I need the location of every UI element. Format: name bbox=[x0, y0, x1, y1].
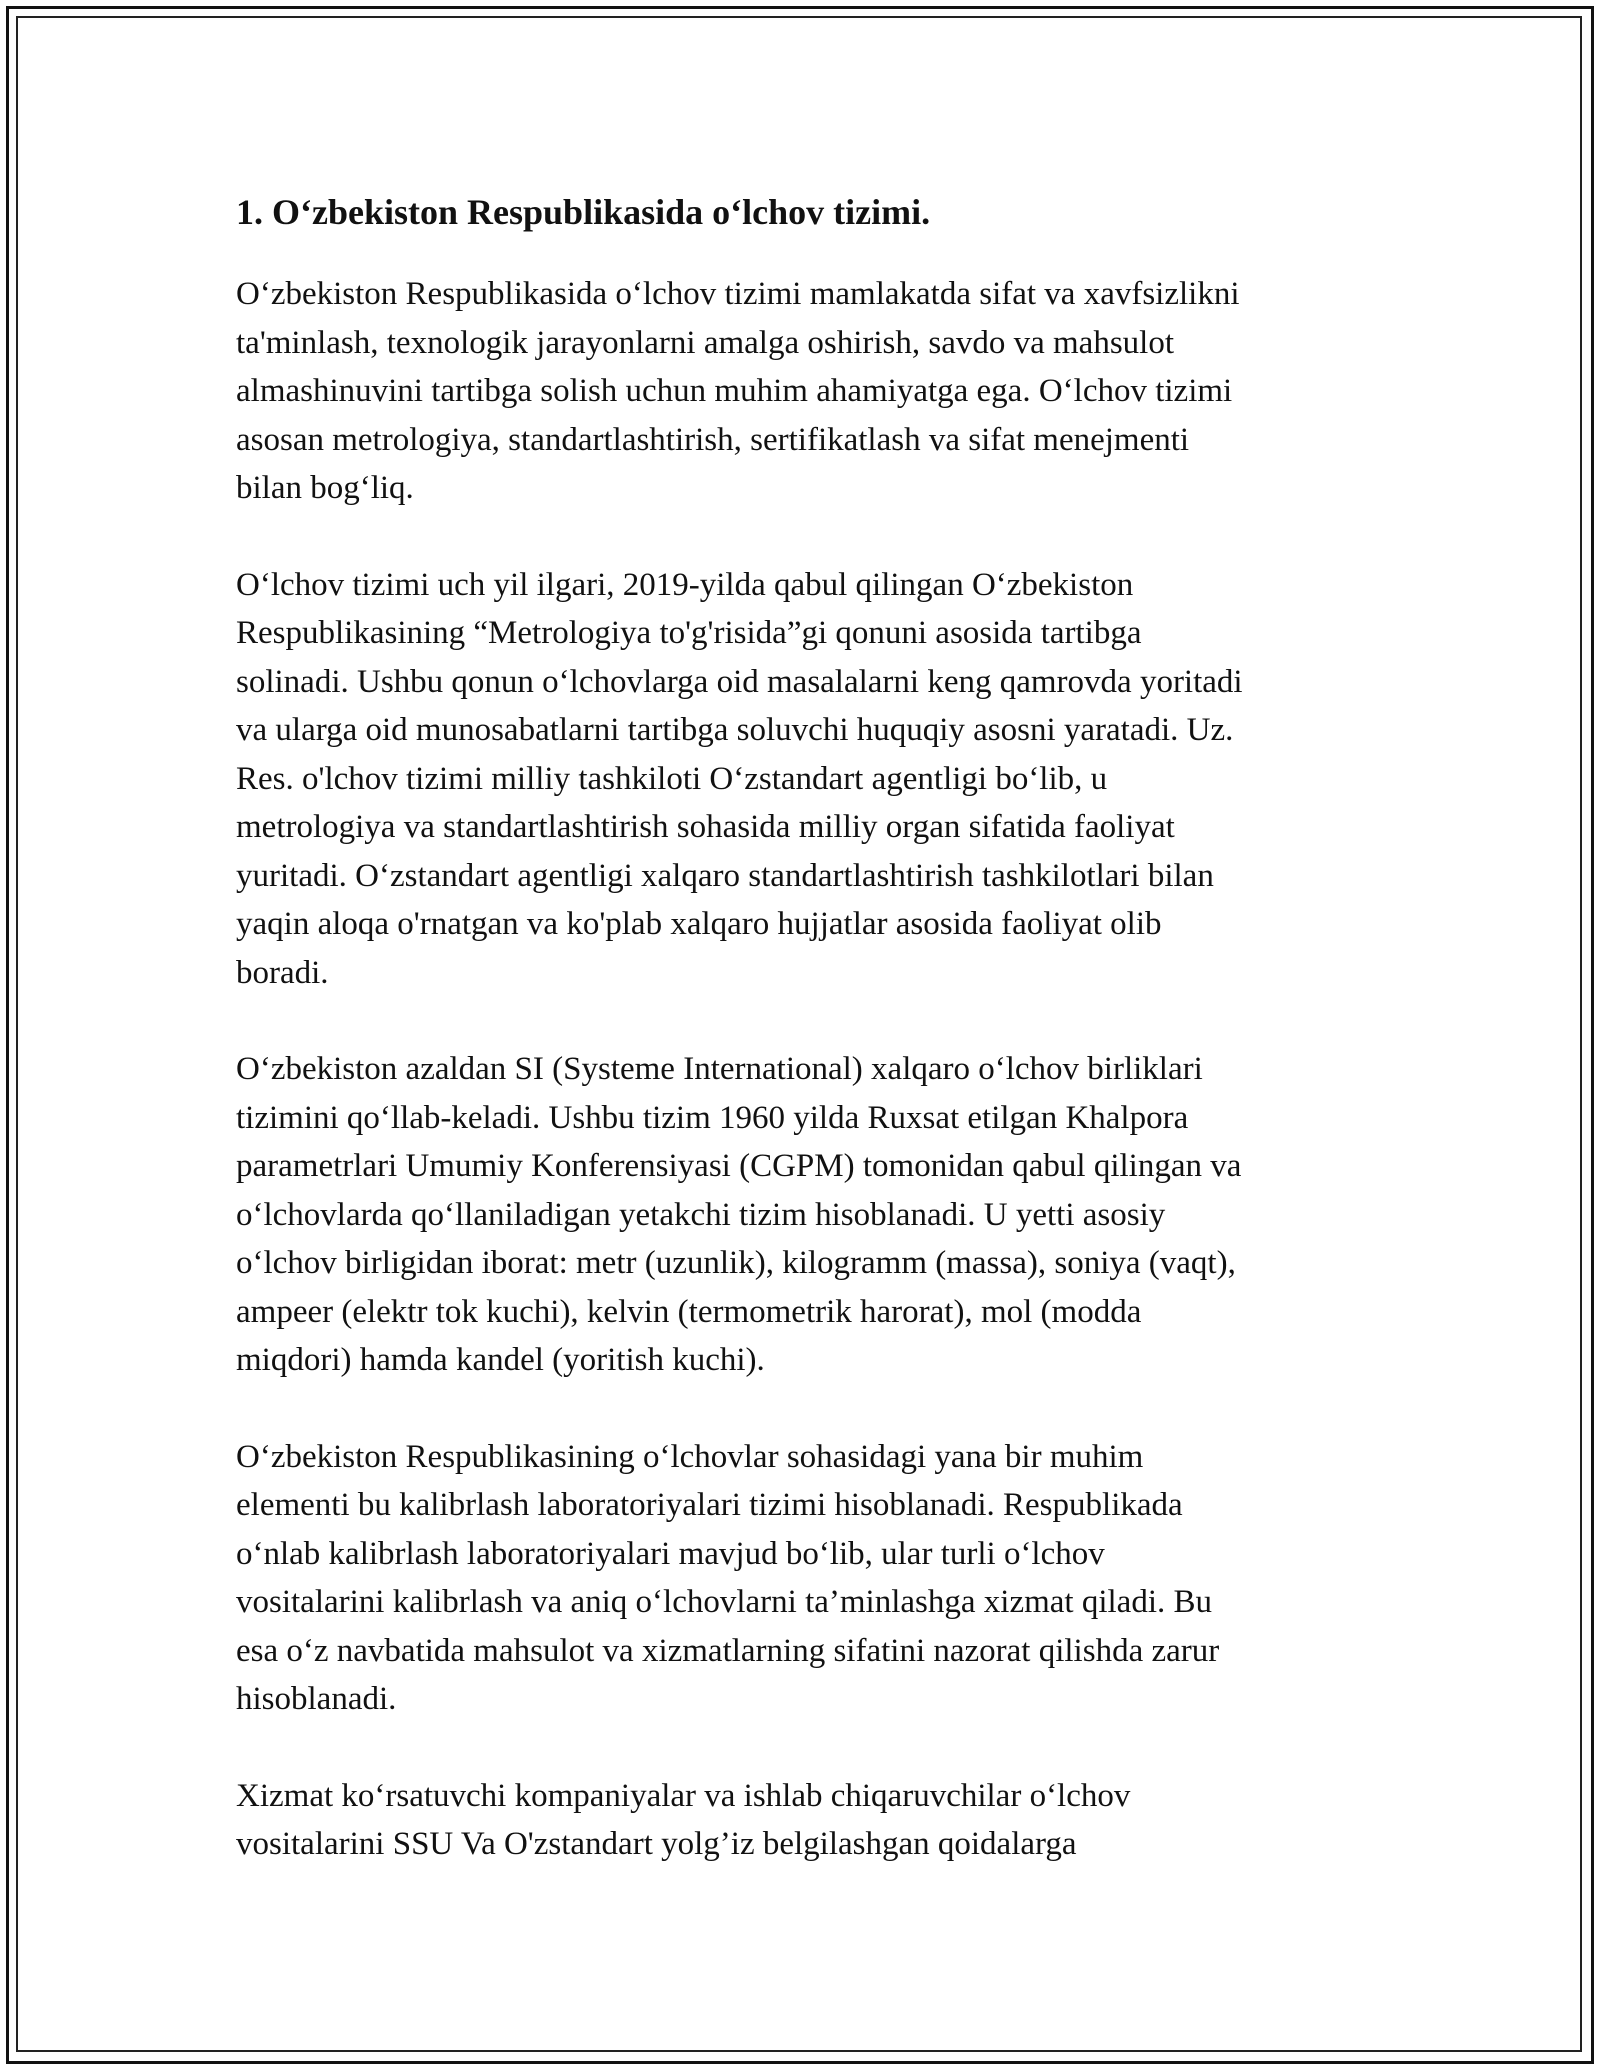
paragraph-si-system: O‘zbekiston azaldan SI (Systeme International) xalqaro o‘lchov birliklari tizimini qo‘llab-keladi. Ushbu tizim 1960 yilda Ruxsat etilgan Khalpora parametrlari Umumiy Konferensiyasi (CGPM) tomonidan qabul qilingan va o‘lchovlarda qo‘llaniladigan yetakchi tizim hisoblanadi. U yetti asosiy o‘lchov birligidan iborat: metr (uzunlik), kilogramm (massa), soniya (vaqt), ampeer (elektr tok kuchi), kelvin (termometrik harorat), mol (modda miqdori) hamda kandel (yoritish kuchi). bbox=[236, 1051, 1242, 1378]
section-heading: 1. O‘zbekiston Respublikasida o‘lchov tizimi. bbox=[236, 192, 931, 232]
paragraph-service-companies: Xizmat ko‘rsatuvchi kompaniyalar va ishlab chiqaruvchilar o‘lchov vositalarini SSU Va O'zstandart yolg’iz belgilashgan qoidalarga bbox=[236, 1777, 1131, 1862]
paragraph-calibration: O‘zbekiston Respublikasining o‘lchovlar sohasidagi yana bir muhim elementi bu kalibrlash laboratoriyalari tizimi hisoblanadi. Respublikada o‘nlab kalibrlash laboratoriyalari mavjud bo‘lib, ular turli o‘lchov vositalarini kalibrlash va aniq o‘lchovlarni ta’minlashga xizmat qiladi. Bu esa o‘z navbatida mahsulot va xizmatlarning sifatini nazorat qilishda zarur hisoblanadi. bbox=[236, 1438, 1220, 1717]
document-body bbox=[236, 188, 1356, 1917]
paragraph-intro: O‘zbekiston Respublikasida o‘lchov tizimi mamlakatda sifat va xavfsizlikni ta'minlash, texnologik jarayonlarni amalga oshirish, savdo va mahsulot almashinuvini tartibga solish uchun muhim ahamiyatga ega. O‘lchov tizimi asosan metrologiya, standartlashtirish, sertifikatlash va sifat menejmenti bilan bog‘liq. bbox=[236, 276, 1240, 506]
paragraph-law: O‘lchov tizimi uch yil ilgari, 2019-yilda qabul qilingan O‘zbekiston Respublikasining “Metrologiya to'g'risida”gi qonuni asosida tartibga solinadi. Ushbu qonun o‘lchovlarga oid masalalarni keng qamrovda yoritadi va ularga oid munosabatlarni tartibga soluvchi huquqiy asosni yaratadi. Uz. Res. o'lchov tizimi milliy tashkiloti O‘zstandart agentligi bo‘lib, u metrologiya va standartlashtirish sohasida milliy organ sifatida faoliyat yuritadi. O‘zstandart agentligi xalqaro standartlashtirish tashkilotlari bilan yaqin aloqa o'rnatgan va ko'plab xalqaro hujjatlar asosida faoliyat olib boradi. bbox=[236, 566, 1243, 991]
